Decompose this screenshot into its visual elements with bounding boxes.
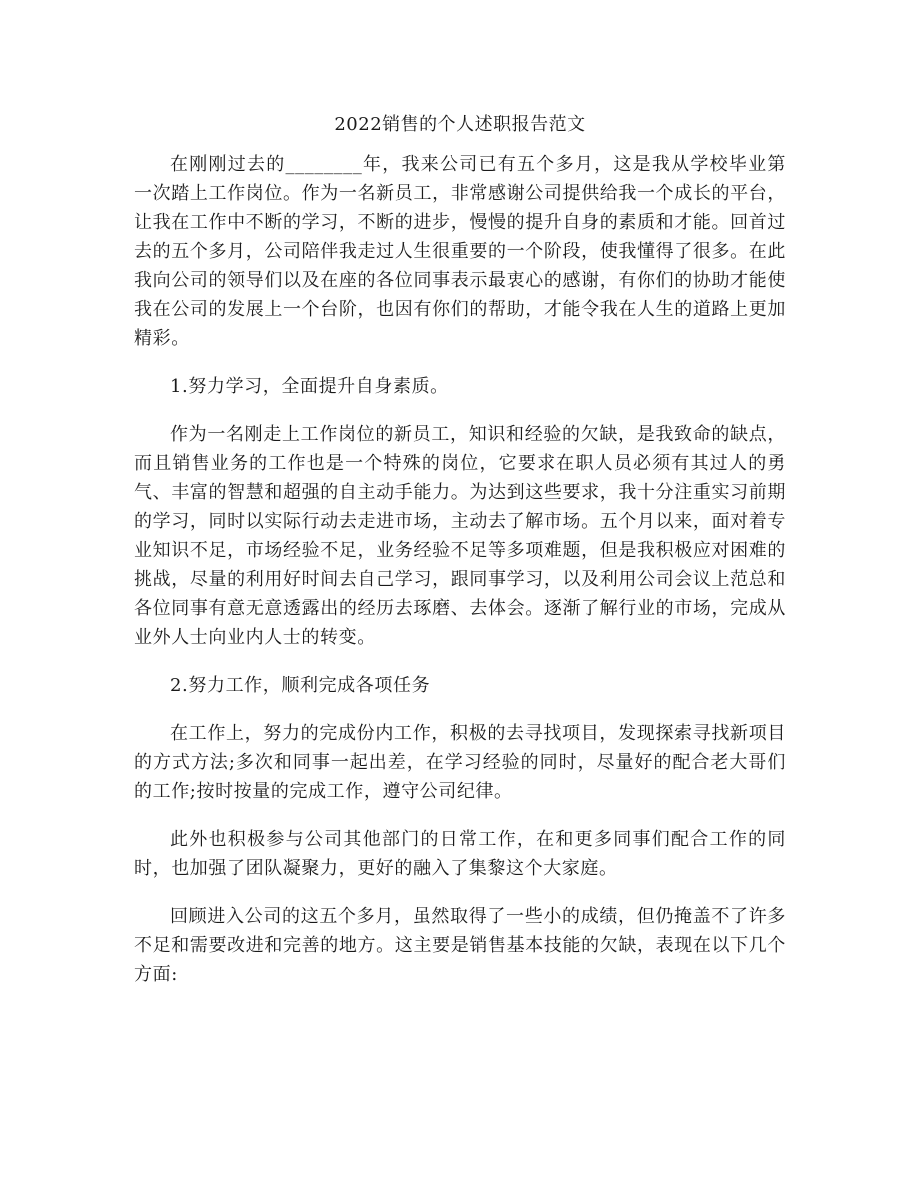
paragraph-review: 回顾进入公司的这五个多月，虽然取得了一些小的成绩，但仍掩盖不了许多不足和需要改进和完善的地方。这主要是销售基本技能的欠缺，表现在以下几个方面: [134,906,786,985]
paragraph-intro: 在刚刚过去的________年，我来公司已有五个多月，这是我从学校毕业第一次踏上工作岗位。作为一名新员工，非常感谢公司提供给我一个成长的平台，让我在工作中不断的学习，不断的进步，慢慢的提升自身的素质和才能。回首过去的五个多月，公司陪伴我走过人生很重要的一个阶段，使我懂得了很多。在此我向公司的领导们以及在座的各位同事表示最衷心的感谢，有你们的协助才能使我在公司的发展上一个台阶，也因有你们的帮助，才能令我在人生的道路上更加精彩。 [134,154,786,349]
paragraph-work: 在工作上，努力的完成份内工作，积极的去寻找项目，发现探索寻找新项目的方式方法;多次和同事一起出差，在学习经验的同时，尽量好的配合老大哥们的工作;按时按量的完成工作，遵守公司纪律。 [134,723,786,802]
document-title: 2022销售的个人述职报告范文 [334,114,586,135]
paragraph-study: 作为一名刚走上工作岗位的新员工，知识和经验的欠缺，是我致命的缺点，而且销售业务的工作也是一个特殊的岗位，它要求在职人员必须有其过人的勇气、丰富的智慧和超强的自主动手能力。为达到这些要求，我十分注重实习前期的学习，同时以实际行动去走进市场，主动去了解市场。五个月以来，面对着专业知识不足，市场经验不足，业务经验不足等多项难题，但是我积极应对困难的挑战，尽量的利用好时间去自己学习，跟同事学习，以及利用公司会议上范总和各位同事有意无意透露出的经历去琢磨、去体会。逐渐了解行业的市场，完成从业外人士向业内人士的转变。 [134,424,786,648]
section-heading-work: 2.努力工作，顺利完成各项任务 [170,675,431,696]
paragraph-teamwork: 此外也积极参与公司其他部门的日常工作，在和更多同事们配合工作的同时，也加强了团队凝聚力，更好的融入了集黎这个大家庭。 [134,829,786,879]
document-body [134,150,786,1008]
section-heading-study: 1.努力学习，全面提升自身素质。 [170,376,449,397]
